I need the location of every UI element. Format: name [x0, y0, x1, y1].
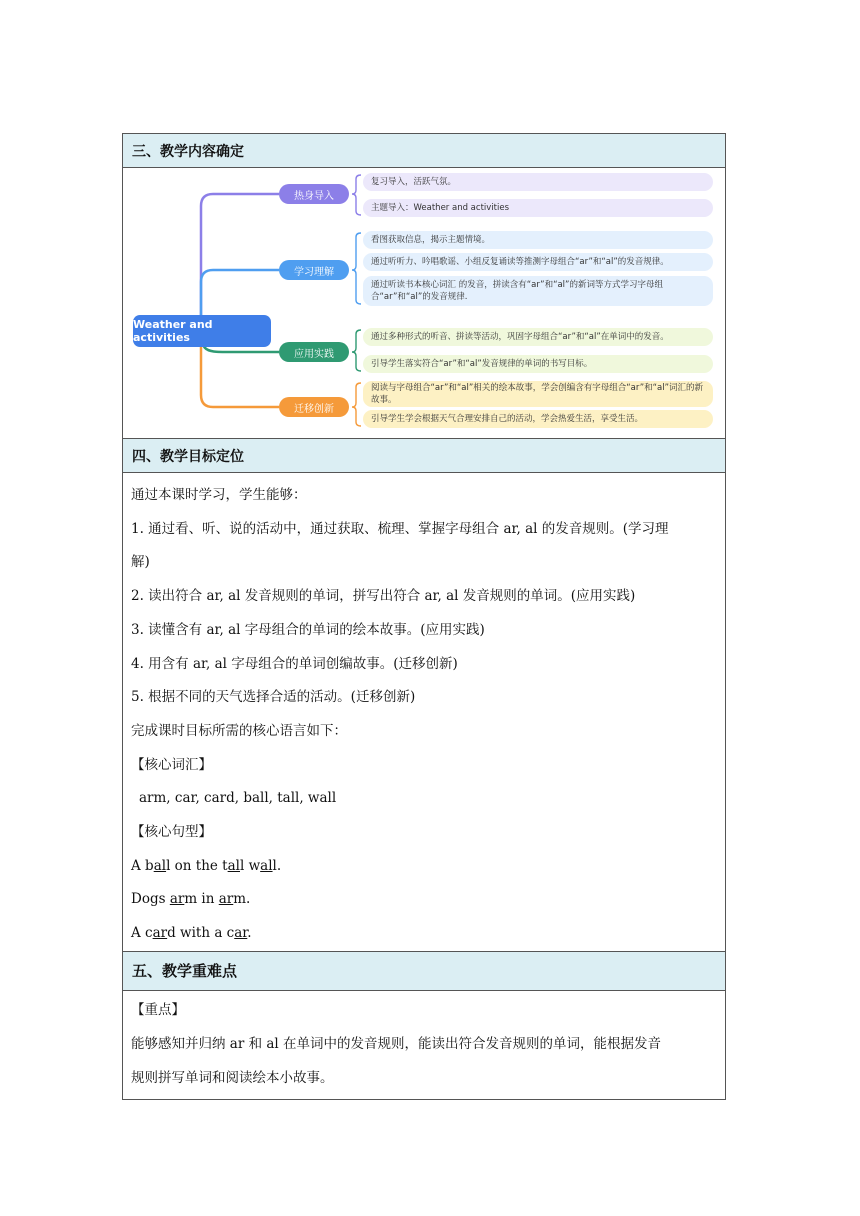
- underlined-letters: al: [227, 857, 240, 874]
- key-points-line-2: 规则拼写单词和阅读绘本小故事。: [131, 1069, 334, 1086]
- key-points-heading: 【重点】: [131, 1001, 185, 1018]
- sentence-text: Dogs: [131, 891, 170, 908]
- brace: [352, 383, 361, 426]
- goal-1: 1. 通过看、听、说的活动中，通过获取、梳理、掌握字母组合 ar, al 的发音规则。(学习理: [131, 520, 669, 537]
- core-sentence: [131, 917, 717, 951]
- sentence-text: A c: [131, 925, 153, 942]
- underlined-letters: ar: [169, 891, 185, 908]
- core-language-intro: 完成课时目标所需的核心语言如下：: [131, 722, 347, 739]
- mind-map-node: 热身导入: [279, 184, 349, 204]
- sentence-text: m in: [184, 891, 219, 908]
- sentence-list: [131, 850, 717, 951]
- core-sentence: [131, 883, 717, 917]
- mind-map-leaf: 复习导入，活跃气氛。: [363, 173, 713, 191]
- mind-map-node: 学习理解: [279, 260, 349, 280]
- underlined-letters: ar: [152, 925, 168, 942]
- mind-map-leaf: 阅读与字母组合“ar”和“al”相关的绘本故事，学会创编含有字母组合“ar”和“al”词汇的新故事。: [363, 381, 713, 407]
- connector-line: [201, 346, 279, 407]
- goal-2: 2. 读出符合 ar, al 发音规则的单词，拼写出符合 ar, al 发音规则的单词。(应用实践): [131, 588, 636, 605]
- section-5-body: [123, 991, 725, 1099]
- mind-map: [123, 168, 725, 439]
- connector-line: [201, 270, 279, 316]
- mind-map-leaf: 看图获取信息，揭示主题情境。: [363, 231, 713, 249]
- vocab-heading: 【核心词汇】: [131, 756, 212, 773]
- goal-1-cont: 解): [131, 554, 150, 571]
- mind-map-leaf: 通过听读书本核心词汇 的发音，拼读含有“ar”和“al”的新词等方式学习字母组合“ar”和“al”的发音规律.: [363, 276, 713, 306]
- mind-map-leaf: 引导学生学会根据天气合理安排自己的活动，学会热爱生活，享受生活。: [363, 410, 713, 428]
- goal-3: 3. 读懂含有 ar, al 字母组合的单词的绘本故事。(应用实践): [131, 621, 485, 638]
- sentence-text: l w: [240, 857, 261, 874]
- underlined-letters: al: [153, 857, 167, 874]
- sentence-text: l.: [272, 857, 282, 874]
- underlined-letters: ar: [234, 925, 248, 942]
- brace: [352, 175, 361, 215]
- sentence-text: A b: [131, 857, 154, 874]
- section-5-header: 五、教学重难点: [123, 951, 725, 991]
- section-3-header: 三、教学内容确定: [123, 134, 725, 168]
- sentence-heading: 【核心句型】: [131, 824, 212, 841]
- mind-map-leaf: 主题导入：Weather and activities: [363, 199, 713, 217]
- sentence-text: d with a c: [167, 925, 235, 942]
- mind-map-root: Weather and activities: [133, 315, 271, 347]
- core-sentence: [131, 850, 717, 884]
- connector-line: [201, 194, 279, 316]
- section-4-header: 四、教学目标定位: [123, 439, 725, 473]
- goal-4: 4. 用含有 ar, al 字母组合的单词创编故事。(迁移创新): [131, 655, 458, 672]
- underlined-letters: ar: [218, 891, 234, 908]
- sentence-text: m.: [233, 891, 251, 908]
- brace: [352, 233, 361, 304]
- mind-map-leaf: 通过多种形式的听音、拼读等活动，巩固字母组合“ar”和“al”在单词中的发音。: [363, 328, 713, 346]
- sentence-text: .: [247, 925, 252, 942]
- key-points-line-1: 能够感知并归纳 ar 和 al 在单词中的发音规则，能读出符合发音规则的单词，能根据发音: [131, 1035, 662, 1052]
- mind-map-node: 应用实践: [279, 342, 349, 362]
- underlined-letters: al: [260, 857, 273, 874]
- mind-map-leaf: 通过听听力、吟唱歌谣、小组反复诵读等推测字母组合“ar”和“al”的发音规律。: [363, 253, 713, 271]
- brace: [352, 330, 361, 371]
- mind-map-node: 迁移创新: [279, 397, 349, 417]
- vocab-list: arm, car, card, ball, tall, wall: [139, 790, 337, 807]
- goals-intro: 通过本课时学习，学生能够：: [131, 487, 307, 503]
- lesson-plan-table: [122, 133, 726, 1100]
- section-4-body: [123, 473, 725, 951]
- mind-map-leaf: 引导学生落实符合“ar”和“al”发音规律的单词的书写目标。: [363, 355, 713, 373]
- sentence-text: l on the t: [166, 857, 228, 874]
- goal-5: 5. 根据不同的天气选择合适的活动。(迁移创新): [131, 689, 416, 706]
